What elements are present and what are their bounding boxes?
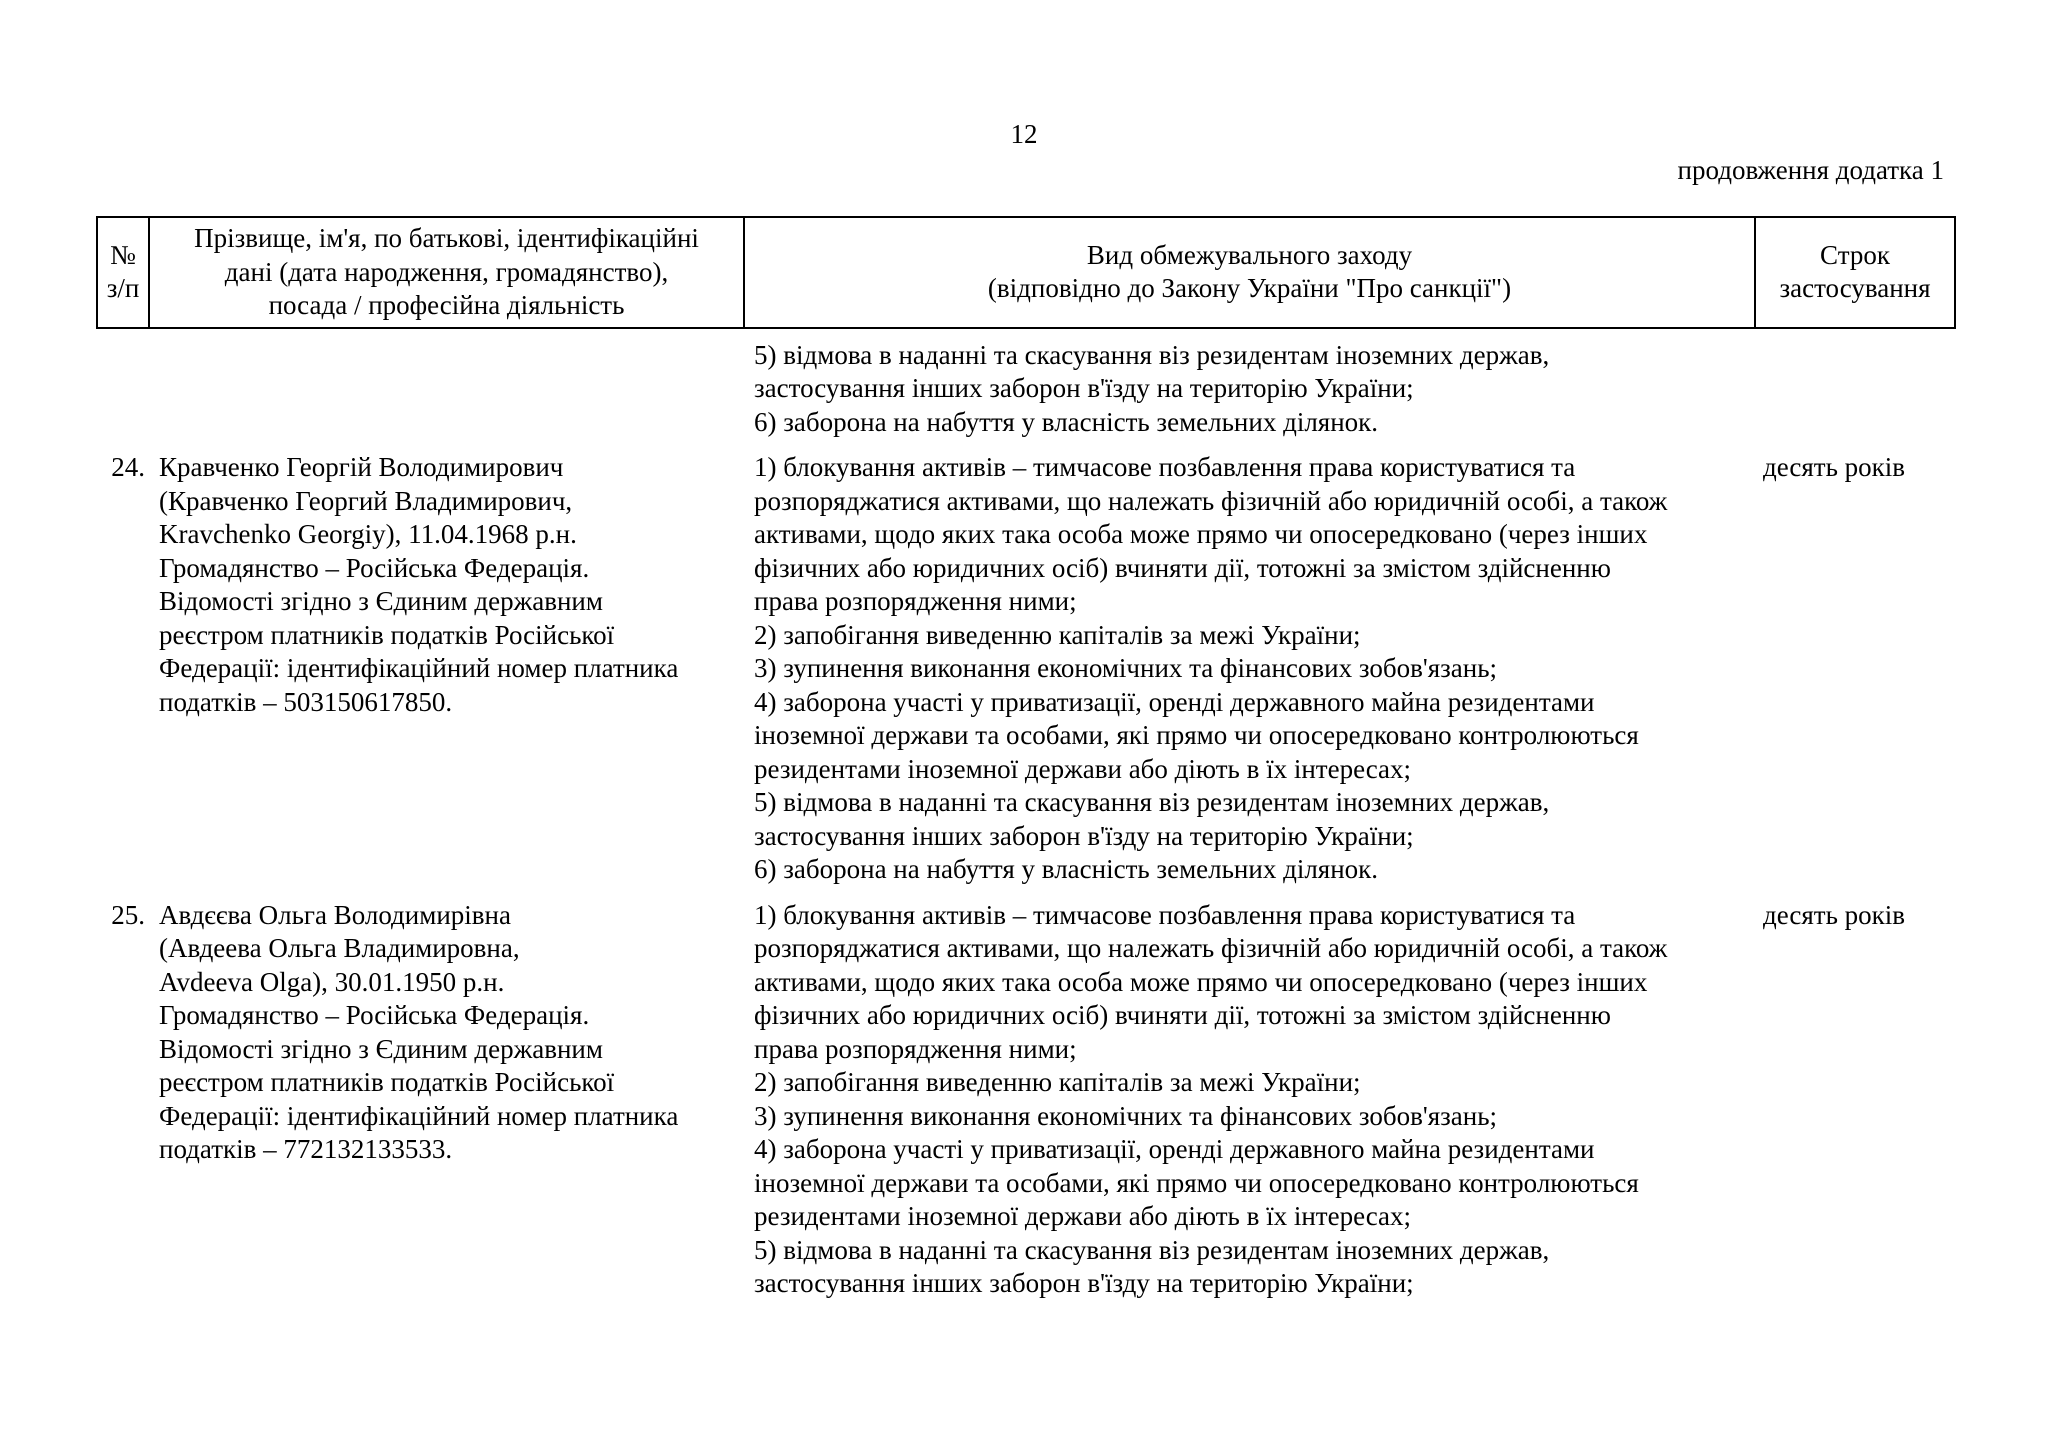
measure-line: 6) заборона на набуття у власність земельних ділянок. xyxy=(754,406,1379,437)
measure-line: 4) заборона участі у приватизації, оренді державного майна резидентами xyxy=(754,686,1595,717)
header-number-line: № xyxy=(110,239,136,270)
row-number xyxy=(97,328,149,440)
measure-line: 3) зупинення виконання економічних та фінансових зобов'язань; xyxy=(754,1100,1498,1131)
header-term xyxy=(1755,217,1955,328)
row-person-details xyxy=(149,328,744,440)
measure-line: фізичних або юридичних осіб) вчиняти дії, тотожні за змістом здійсненню xyxy=(754,552,1611,583)
row-term xyxy=(1755,328,1955,440)
person-detail-line: Федерації: ідентифікаційний номер платника xyxy=(159,653,679,683)
row-measures xyxy=(744,328,1755,440)
measure-line: резидентами іноземної держави або діють в їх інтересах; xyxy=(754,753,1412,784)
measure-line: права розпорядження ними; xyxy=(754,1033,1077,1064)
sanctions-table-container xyxy=(96,216,1954,1301)
row-term: десять років xyxy=(1763,899,1906,930)
person-detail-line: (Кравченко Георгий Владимирович, xyxy=(159,485,573,516)
person-detail-line: (Авдеева Ольга Владимировна, xyxy=(159,933,520,963)
header-term-line: застосування xyxy=(1779,273,1931,304)
header-person-details-line: Прізвище, ім'я, по батькові, ідентифікаційні xyxy=(194,223,699,253)
measure-line: фізичних або юридичних осіб) вчиняти дії, тотожні за змістом здійсненню xyxy=(754,1000,1611,1030)
header-person-details-line: посада / професійна діяльність xyxy=(268,290,625,320)
person-detail-line: податків – 772132133533. xyxy=(159,1134,453,1164)
person-detail-line: Громадянство – Російська Федерація. xyxy=(159,1000,590,1030)
header-number xyxy=(97,217,149,328)
measure-line: 5) відмова в наданні та скасування віз резидентам іноземних держав, xyxy=(754,339,1550,370)
row-term: десять років xyxy=(1763,452,1906,482)
measure-line: розпоряджатися активами, що належать фізичній або юридичній особі, а також xyxy=(754,933,1668,963)
measure-line: 2) запобігання виведенню капіталів за межі України; xyxy=(754,619,1361,650)
measure-line: 4) заборона участі у приватизації, оренді державного майна резидентами xyxy=(754,1134,1595,1164)
table-row-carryover xyxy=(97,328,1955,440)
person-detail-line: реєстром платників податків Російської xyxy=(159,619,615,650)
row-number: 24. xyxy=(111,452,145,482)
row-measures xyxy=(744,439,1755,887)
header-number-line: з/п xyxy=(106,273,140,304)
table-row xyxy=(97,439,1955,887)
measure-line: іноземної держави та особами, які прямо чи опосередковано контролюються xyxy=(754,720,1639,750)
header-term-line: Строк xyxy=(1820,239,1890,270)
person-detail-line: Кравченко Георгій Володимирович xyxy=(159,452,564,482)
header-restrictive-measure-line: Вид обмежувального заходу xyxy=(1086,239,1413,270)
person-detail-line: реєстром платників податків Російської xyxy=(159,1067,615,1097)
measure-line: активами, щодо яких така особа може прямо чи опосередковано (через інших xyxy=(754,966,1648,997)
measure-line: застосування інших заборон в'їзду на територію України; xyxy=(754,820,1414,851)
row-person-details xyxy=(149,887,744,1301)
continuation-note: продовження додатка 1 xyxy=(1677,155,1944,185)
measure-line: 2) запобігання виведенню капіталів за межі України; xyxy=(754,1067,1361,1097)
header-person-details xyxy=(149,217,744,328)
header-restrictive-measure-line: (відповідно до Закону України "Про санкції") xyxy=(987,273,1512,304)
header-restrictive-measure xyxy=(744,217,1755,328)
measure-line: 3) зупинення виконання економічних та фінансових зобов'язань; xyxy=(754,653,1498,683)
person-detail-line: Відомості згідно з Єдиним державним xyxy=(159,1033,603,1064)
page-number: 12 xyxy=(1010,119,1038,149)
person-detail-line: податків – 503150617850. xyxy=(159,686,453,717)
measure-line: права розпорядження ними; xyxy=(754,586,1077,616)
measure-line: 6) заборона на набуття у власність земельних ділянок. xyxy=(754,854,1379,884)
header-person-details-line: дані (дата народження, громадянство), xyxy=(224,256,669,287)
measure-line: 1) блокування активів – тимчасове позбавлення права користуватися та xyxy=(754,452,1576,482)
table-body xyxy=(97,328,1955,1301)
measure-line: 1) блокування активів – тимчасове позбавлення права користуватися та xyxy=(754,899,1576,930)
measure-line: застосування інших заборон в'їзду на територію України; xyxy=(754,373,1414,403)
measure-line: активами, щодо яких така особа може прямо чи опосередковано (через інших xyxy=(754,519,1648,549)
row-person-details xyxy=(149,439,744,887)
measure-line: 5) відмова в наданні та скасування віз резидентам іноземних держав, xyxy=(754,1234,1550,1265)
measure-line: резидентами іноземної держави або діють в їх інтересах; xyxy=(754,1201,1412,1231)
measure-line: застосування інших заборон в'їзду на територію України; xyxy=(754,1268,1414,1298)
person-detail-line: Відомості згідно з Єдиним державним xyxy=(159,586,603,616)
person-detail-line: Федерації: ідентифікаційний номер платника xyxy=(159,1100,679,1131)
measure-line: розпоряджатися активами, що належать фізичній або юридичній особі, а також xyxy=(754,485,1668,516)
person-detail-line: Громадянство – Російська Федерація. xyxy=(159,552,590,583)
row-measures xyxy=(744,887,1755,1301)
sanctions-table xyxy=(96,216,1956,1301)
table-header xyxy=(97,217,1955,328)
person-detail-line: Avdeeva Olga), 30.01.1950 р.н. xyxy=(159,966,505,997)
measure-line: іноземної держави та особами, які прямо чи опосередковано контролюються xyxy=(754,1167,1639,1198)
measure-line: 5) відмова в наданні та скасування віз резидентам іноземних держав, xyxy=(754,787,1550,817)
person-detail-line: Kravchenko Georgiy), 11.04.1968 р.н. xyxy=(159,519,577,549)
table-row xyxy=(97,887,1955,1301)
row-number: 25. xyxy=(111,899,145,930)
person-detail-line: Авдєєва Ольга Володимирівна xyxy=(159,899,511,930)
